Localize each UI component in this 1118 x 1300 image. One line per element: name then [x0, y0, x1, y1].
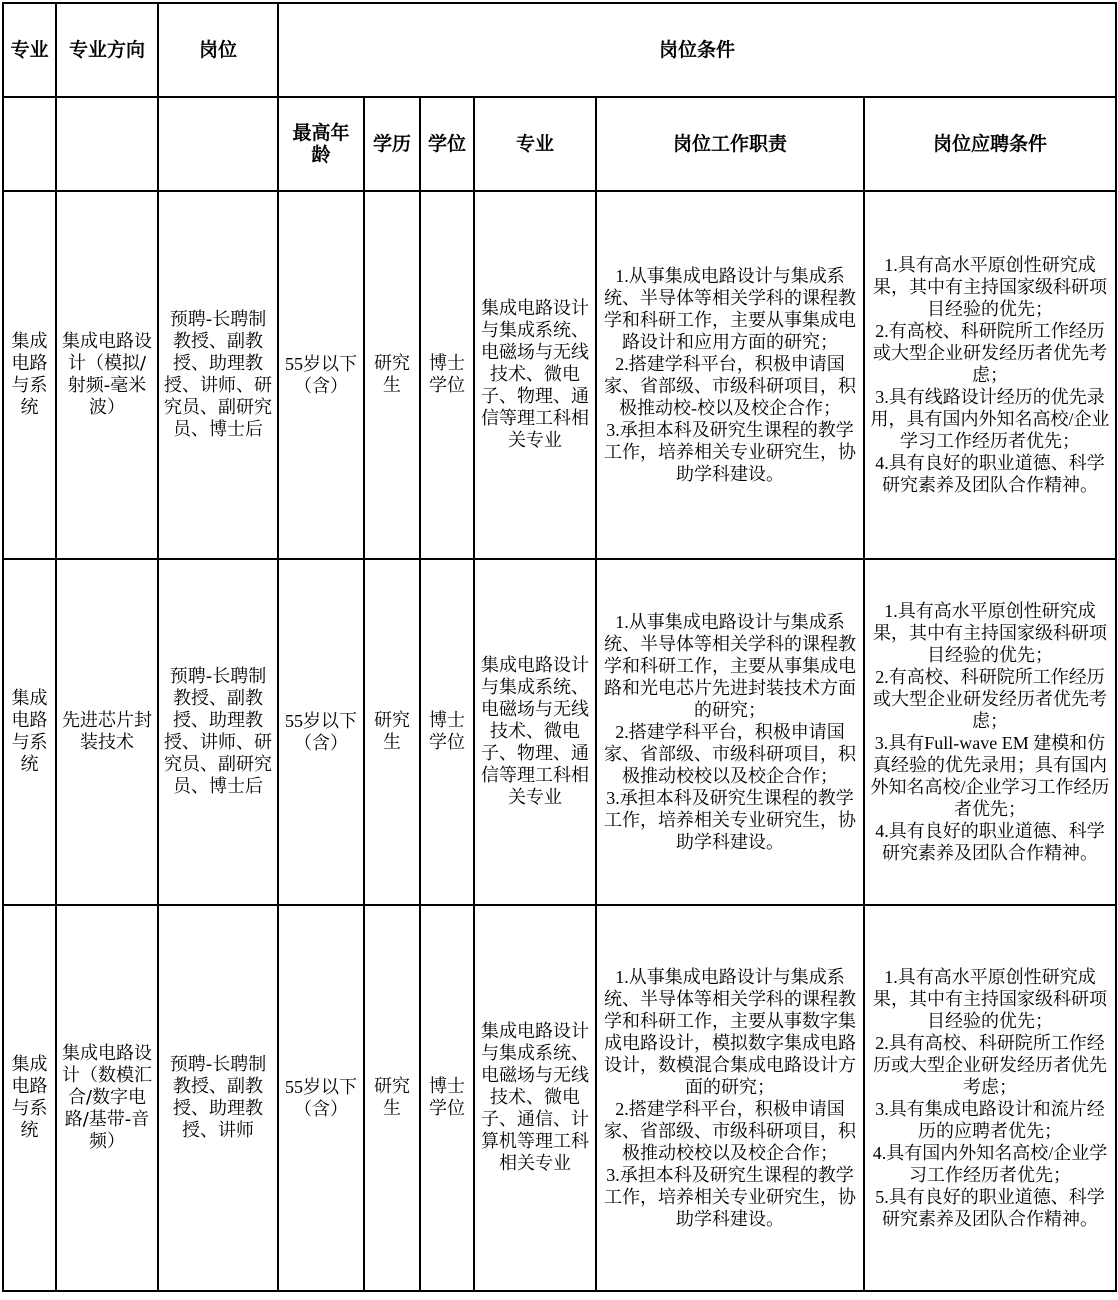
duty-item: 3.承担本科及研究生课程的教学工作，培养相关专业研究生，协助学科建设。 — [604, 1165, 856, 1229]
cell-req-major: 集成电路设计与集成系统、电磁场与无线技术、微电子、物理、通信等理工科相关专业 — [474, 191, 596, 559]
requirement-item: 2.有高校、科研院所工作经历或大型企业研发经历者优先考虑； — [873, 321, 1108, 385]
cell-requirements — [864, 559, 1116, 905]
requirement-item: 1.具有高水平原创性研究成果，其中有主持国家级科研项目经验的优先； — [873, 255, 1108, 319]
subheader-empty-position — [158, 97, 278, 191]
cell-position: 预聘-长聘制教授、副教授、助理教授、讲师、研究员、副研究员、博士后 — [158, 191, 278, 559]
header-conditions: 岗位条件 — [278, 3, 1116, 97]
duty-item: 2.搭建学科平台，积极申请国家、省部级、市级科研项目，积极推动校校以及校企合作； — [604, 1099, 856, 1163]
cell-duties — [596, 559, 864, 905]
requirement-item: 1.具有高水平原创性研究成果，其中有主持国家级科研项目经验的优先； — [873, 601, 1108, 665]
cell-education: 研究生 — [364, 191, 420, 559]
header-direction: 专业方向 — [56, 3, 158, 97]
requirement-item: 4.具有良好的职业道德、科学研究素养及团队合作精神。 — [875, 821, 1105, 863]
cell-degree: 博士学位 — [420, 559, 474, 905]
requirement-item: 4.具有国内外知名高校/企业学习工作经历者优先； — [872, 1143, 1108, 1185]
header-max-age: 最高年龄 — [278, 97, 364, 191]
cell-requirements — [864, 191, 1116, 559]
subheader-empty-major — [3, 97, 56, 191]
cell-direction: 先进芯片封装技术 — [56, 559, 158, 905]
cell-duties — [596, 191, 864, 559]
table-row — [3, 191, 1116, 559]
cell-req-major: 集成电路设计与集成系统、电磁场与无线技术、微电子、物理、通信等理工科相关专业 — [474, 559, 596, 905]
header-degree: 学位 — [420, 97, 474, 191]
cell-max-age: 55岁以下（含） — [278, 905, 364, 1291]
cell-direction: 集成电路设计（模拟/射频-毫米波） — [56, 191, 158, 559]
cell-major: 集成电路与系统 — [3, 191, 56, 559]
job-conditions-table — [2, 2, 1117, 1292]
header-req-major: 专业 — [474, 97, 596, 191]
cell-req-major: 集成电路设计与集成系统、电磁场与无线技术、微电子、通信、计算机等理工科相关专业 — [474, 905, 596, 1291]
table-row — [3, 559, 1116, 905]
cell-major: 集成电路与系统 — [3, 559, 56, 905]
subheader-empty-direction — [56, 97, 158, 191]
requirement-item: 1.具有高水平原创性研究成果，其中有主持国家级科研项目经验的优先； — [873, 967, 1108, 1031]
cell-degree: 博士学位 — [420, 191, 474, 559]
duty-item: 3.承担本科及研究生课程的教学工作，培养相关专业研究生，协助学科建设。 — [604, 420, 856, 484]
cell-position: 预聘-长聘制教授、副教授、助理教授、讲师、研究员、副研究员、博士后 — [158, 559, 278, 905]
requirement-item: 4.具有良好的职业道德、科学研究素养及团队合作精神。 — [875, 453, 1105, 495]
cell-degree: 博士学位 — [420, 905, 474, 1291]
header-requirements: 岗位应聘条件 — [864, 97, 1116, 191]
requirement-item: 5.具有良好的职业道德、科学研究素养及团队合作精神。 — [875, 1187, 1105, 1229]
requirement-item: 3.具有Full-wave EM 建模和仿真经验的优先录用；具有国内外知名高校/企业学习工作经历者优先； — [870, 733, 1110, 819]
header-education: 学历 — [364, 97, 420, 191]
cell-direction: 集成电路设计（数模汇合/数字电路/基带-音频） — [56, 905, 158, 1291]
subheader-row — [3, 97, 1116, 191]
cell-max-age: 55岁以下（含） — [278, 191, 364, 559]
cell-education: 研究生 — [364, 559, 420, 905]
cell-position: 预聘-长聘制教授、副教授、助理教授、讲师 — [158, 905, 278, 1291]
header-major: 专业 — [3, 3, 56, 97]
requirement-item: 3.具有线路设计经历的优先录用，具有国内外知名高校/企业学习工作经历者优先； — [870, 387, 1110, 451]
header-duties: 岗位工作职责 — [596, 97, 864, 191]
cell-education: 研究生 — [364, 905, 420, 1291]
duty-item: 2.搭建学科平台，积极申请国家、省部级、市级科研项目，积极推动校-校以及校企合作； — [604, 354, 856, 418]
header-row — [3, 3, 1116, 97]
cell-requirements — [864, 905, 1116, 1291]
duty-item: 1.从事集成电路设计与集成系统、半导体等相关学科的课程教学和科研工作，主要从事集成电路和光电芯片先进封装技术方面的研究； — [604, 612, 856, 720]
duty-item: 1.从事集成电路设计与集成系统、半导体等相关学科的课程教学和科研工作，主要从事集成电路设计和应用方面的研究； — [604, 266, 856, 352]
cell-major: 集成电路与系统 — [3, 905, 56, 1291]
header-position: 岗位 — [158, 3, 278, 97]
requirement-item: 2.有高校、科研院所工作经历或大型企业研发经历者优先考虑； — [873, 667, 1108, 731]
requirement-item: 2.具有高校、科研院所工作经历或大型企业研发经历者优先考虑； — [873, 1033, 1108, 1097]
table-row — [3, 905, 1116, 1291]
duty-item: 2.搭建学科平台，积极申请国家、省部级、市级科研项目，积极推动校校以及校企合作； — [604, 722, 856, 786]
requirement-item: 3.具有集成电路设计和流片经历的应聘者优先； — [875, 1099, 1105, 1141]
cell-max-age: 55岁以下（含） — [278, 559, 364, 905]
duty-item: 1.从事集成电路设计与集成系统、半导体等相关学科的课程教学和科研工作，主要从事数字集成电路设计，模拟数字集成电路设计，数模混合集成电路设计方面的研究； — [604, 967, 856, 1097]
duty-item: 3.承担本科及研究生课程的教学工作，培养相关专业研究生，协助学科建设。 — [604, 788, 856, 852]
cell-duties — [596, 905, 864, 1291]
